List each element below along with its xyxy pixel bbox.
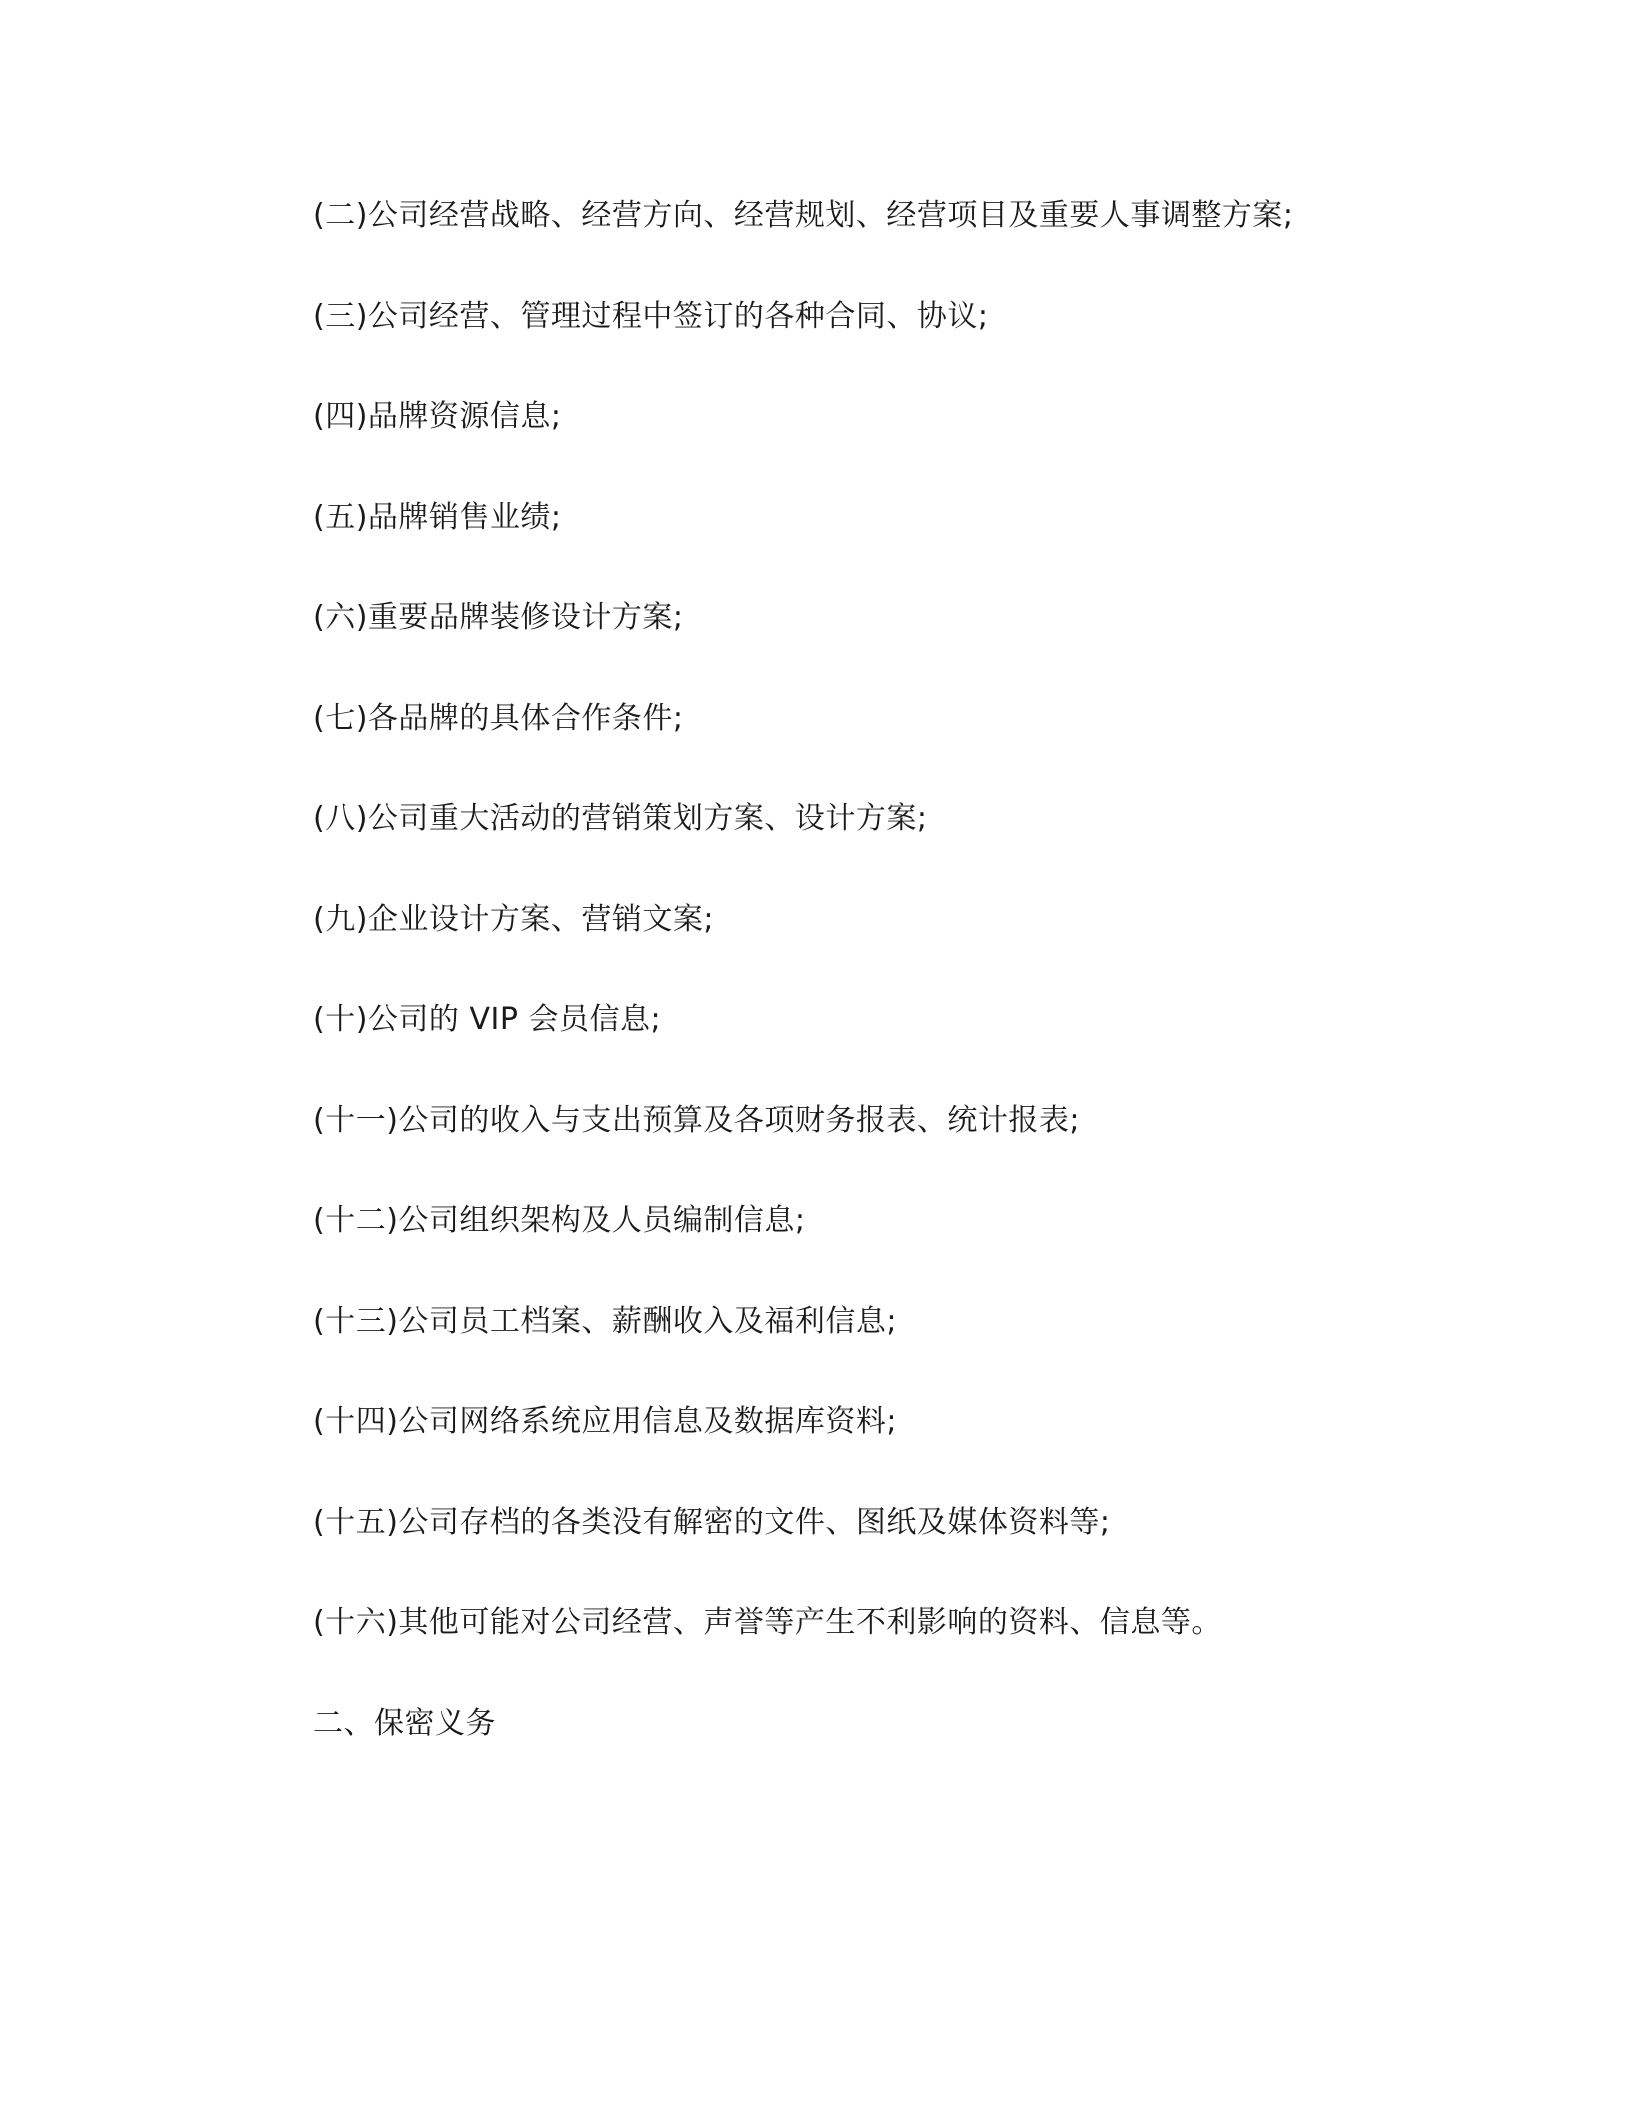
list-item-12: (十二)公司组织架构及人员编制信息; [313,1203,806,1238]
list-item-3: (三)公司经营、管理过程中签订的各种合同、协议; [313,298,989,334]
list-item-14: (十四)公司网络系统应用信息及数据库资料; [313,1404,898,1439]
list-item-2: (二)公司经营战略、经营方向、经营规划、经营项目及重要人事调整方案; [313,198,1294,233]
list-item-9: (九)企业设计方案、营销文案; [313,901,715,937]
list-item-8: (八)公司重大活动的营销策划方案、设计方案; [313,801,928,836]
list-item-13: (十三)公司员工档案、薪酬收入及福利信息; [313,1303,898,1339]
document-body [313,190,1413,1750]
list-item-16: (十六)其他可能对公司经营、声誉等产生不利影响的资料、信息等。 [313,1605,1222,1640]
list-item-11: (十一)公司的收入与支出预算及各项财务报表、统计报表; [313,1102,1081,1138]
list-item-5: (五)品牌销售业绩; [313,499,562,535]
list-item-15: (十五)公司存档的各类没有解密的文件、图纸及媒体资料等; [313,1504,1111,1540]
list-item-4: (四)品牌资源信息; [313,399,562,434]
list-item-7: (七)各品牌的具体合作条件; [313,700,684,736]
list-item-6: (六)重要品牌装修设计方案; [313,600,684,635]
list-item-10: (十)公司的 VIP 会员信息; [313,1002,662,1037]
section-heading: 二、保密义务 [313,1705,496,1741]
